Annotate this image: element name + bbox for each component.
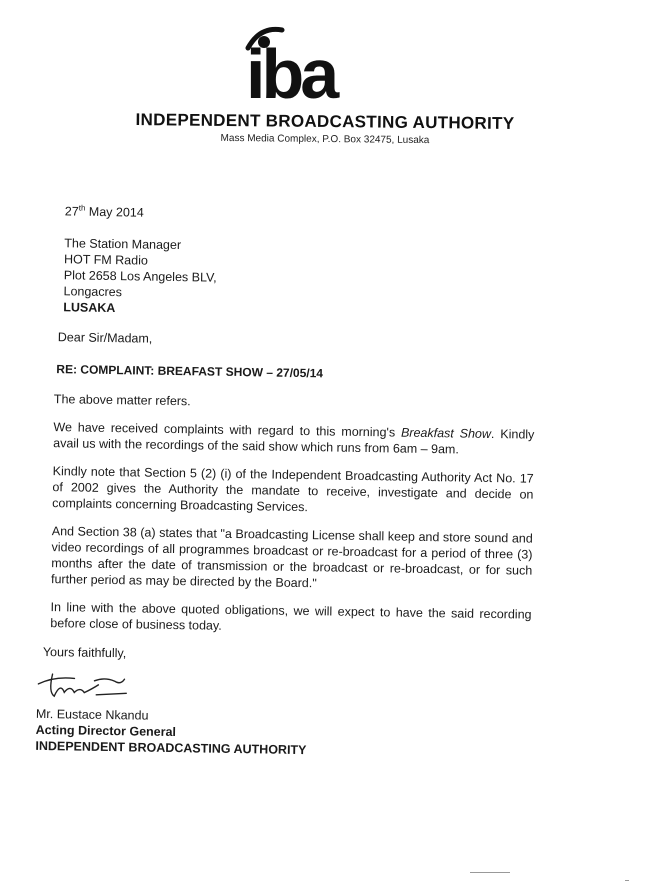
iba-logo-icon [240, 18, 400, 108]
signer-name: Mr. Eustace Nkandu [35, 707, 149, 723]
org-address: Mass Media Complex, P.O. Box 32475, Lusaka [220, 132, 430, 147]
signer-org: INDEPENDENT BROADCASTING AUTHORITY [35, 739, 307, 758]
paragraph-1: The above matter refers. [53, 392, 191, 409]
paragraph-3: Kindly note that Section 5 (2) (i) of the Independent Broadcasting Authority Act No. 17 of 2002 gives the Authority the mandate to receive, investigate and decide on complaints concerning Broadcasting Services. [52, 464, 534, 515]
date-suffix: th [78, 203, 86, 213]
signature-icon [34, 662, 145, 704]
scan-mark [470, 872, 510, 873]
recipient-address [63, 235, 537, 322]
date-day: 27 [64, 204, 79, 219]
paragraph-2 [53, 419, 534, 459]
logo-text: iba [246, 35, 336, 108]
paragraph-2-part-b: . Kindly avail us with the recordings of the said show which runs from 6am – 9am. [53, 427, 535, 457]
closing: Yours faithfully, [42, 645, 127, 661]
signer-title: Acting Director General [35, 723, 177, 740]
letter-date [65, 200, 538, 227]
recipient-line: The Station Manager [64, 236, 182, 253]
signer-block [35, 706, 530, 762]
recipient-line: Longacres [63, 284, 123, 300]
show-name: Breakfast Show [400, 425, 492, 442]
paragraph-4: And Section 38 (a) states that "a Broadcasting License shall keep and store sound and video recordings of all programmes broadcast or re-broadcast for a period of three (3) months after the date of transmission or the broadcast or re-broadcast, or for such further period as may be directed by the Board." [50, 524, 533, 591]
iba-logo [240, 18, 400, 108]
paragraph-5: In line with the above quoted obligations, we will expect to have the said recording before close of business today. [50, 600, 532, 633]
recipient-line: Plot 2658 Los Angeles BLV, [63, 268, 217, 285]
subject-line: RE: COMPLAINT: BREAFAST SHOW – 27/05/14 [56, 362, 324, 381]
letter-body [35, 200, 538, 762]
paragraph-2-part-a: We have received complaints with regard to this morning's [53, 420, 402, 440]
date-rest: May 2014 [85, 204, 144, 220]
scan-mark [625, 880, 629, 881]
recipient-city: LUSAKA [63, 300, 116, 316]
salutation: Dear Sir/Madam, [57, 330, 153, 346]
recipient-line: HOT FM Radio [63, 252, 148, 268]
org-name: INDEPENDENT BROADCASTING AUTHORITY [135, 110, 515, 133]
